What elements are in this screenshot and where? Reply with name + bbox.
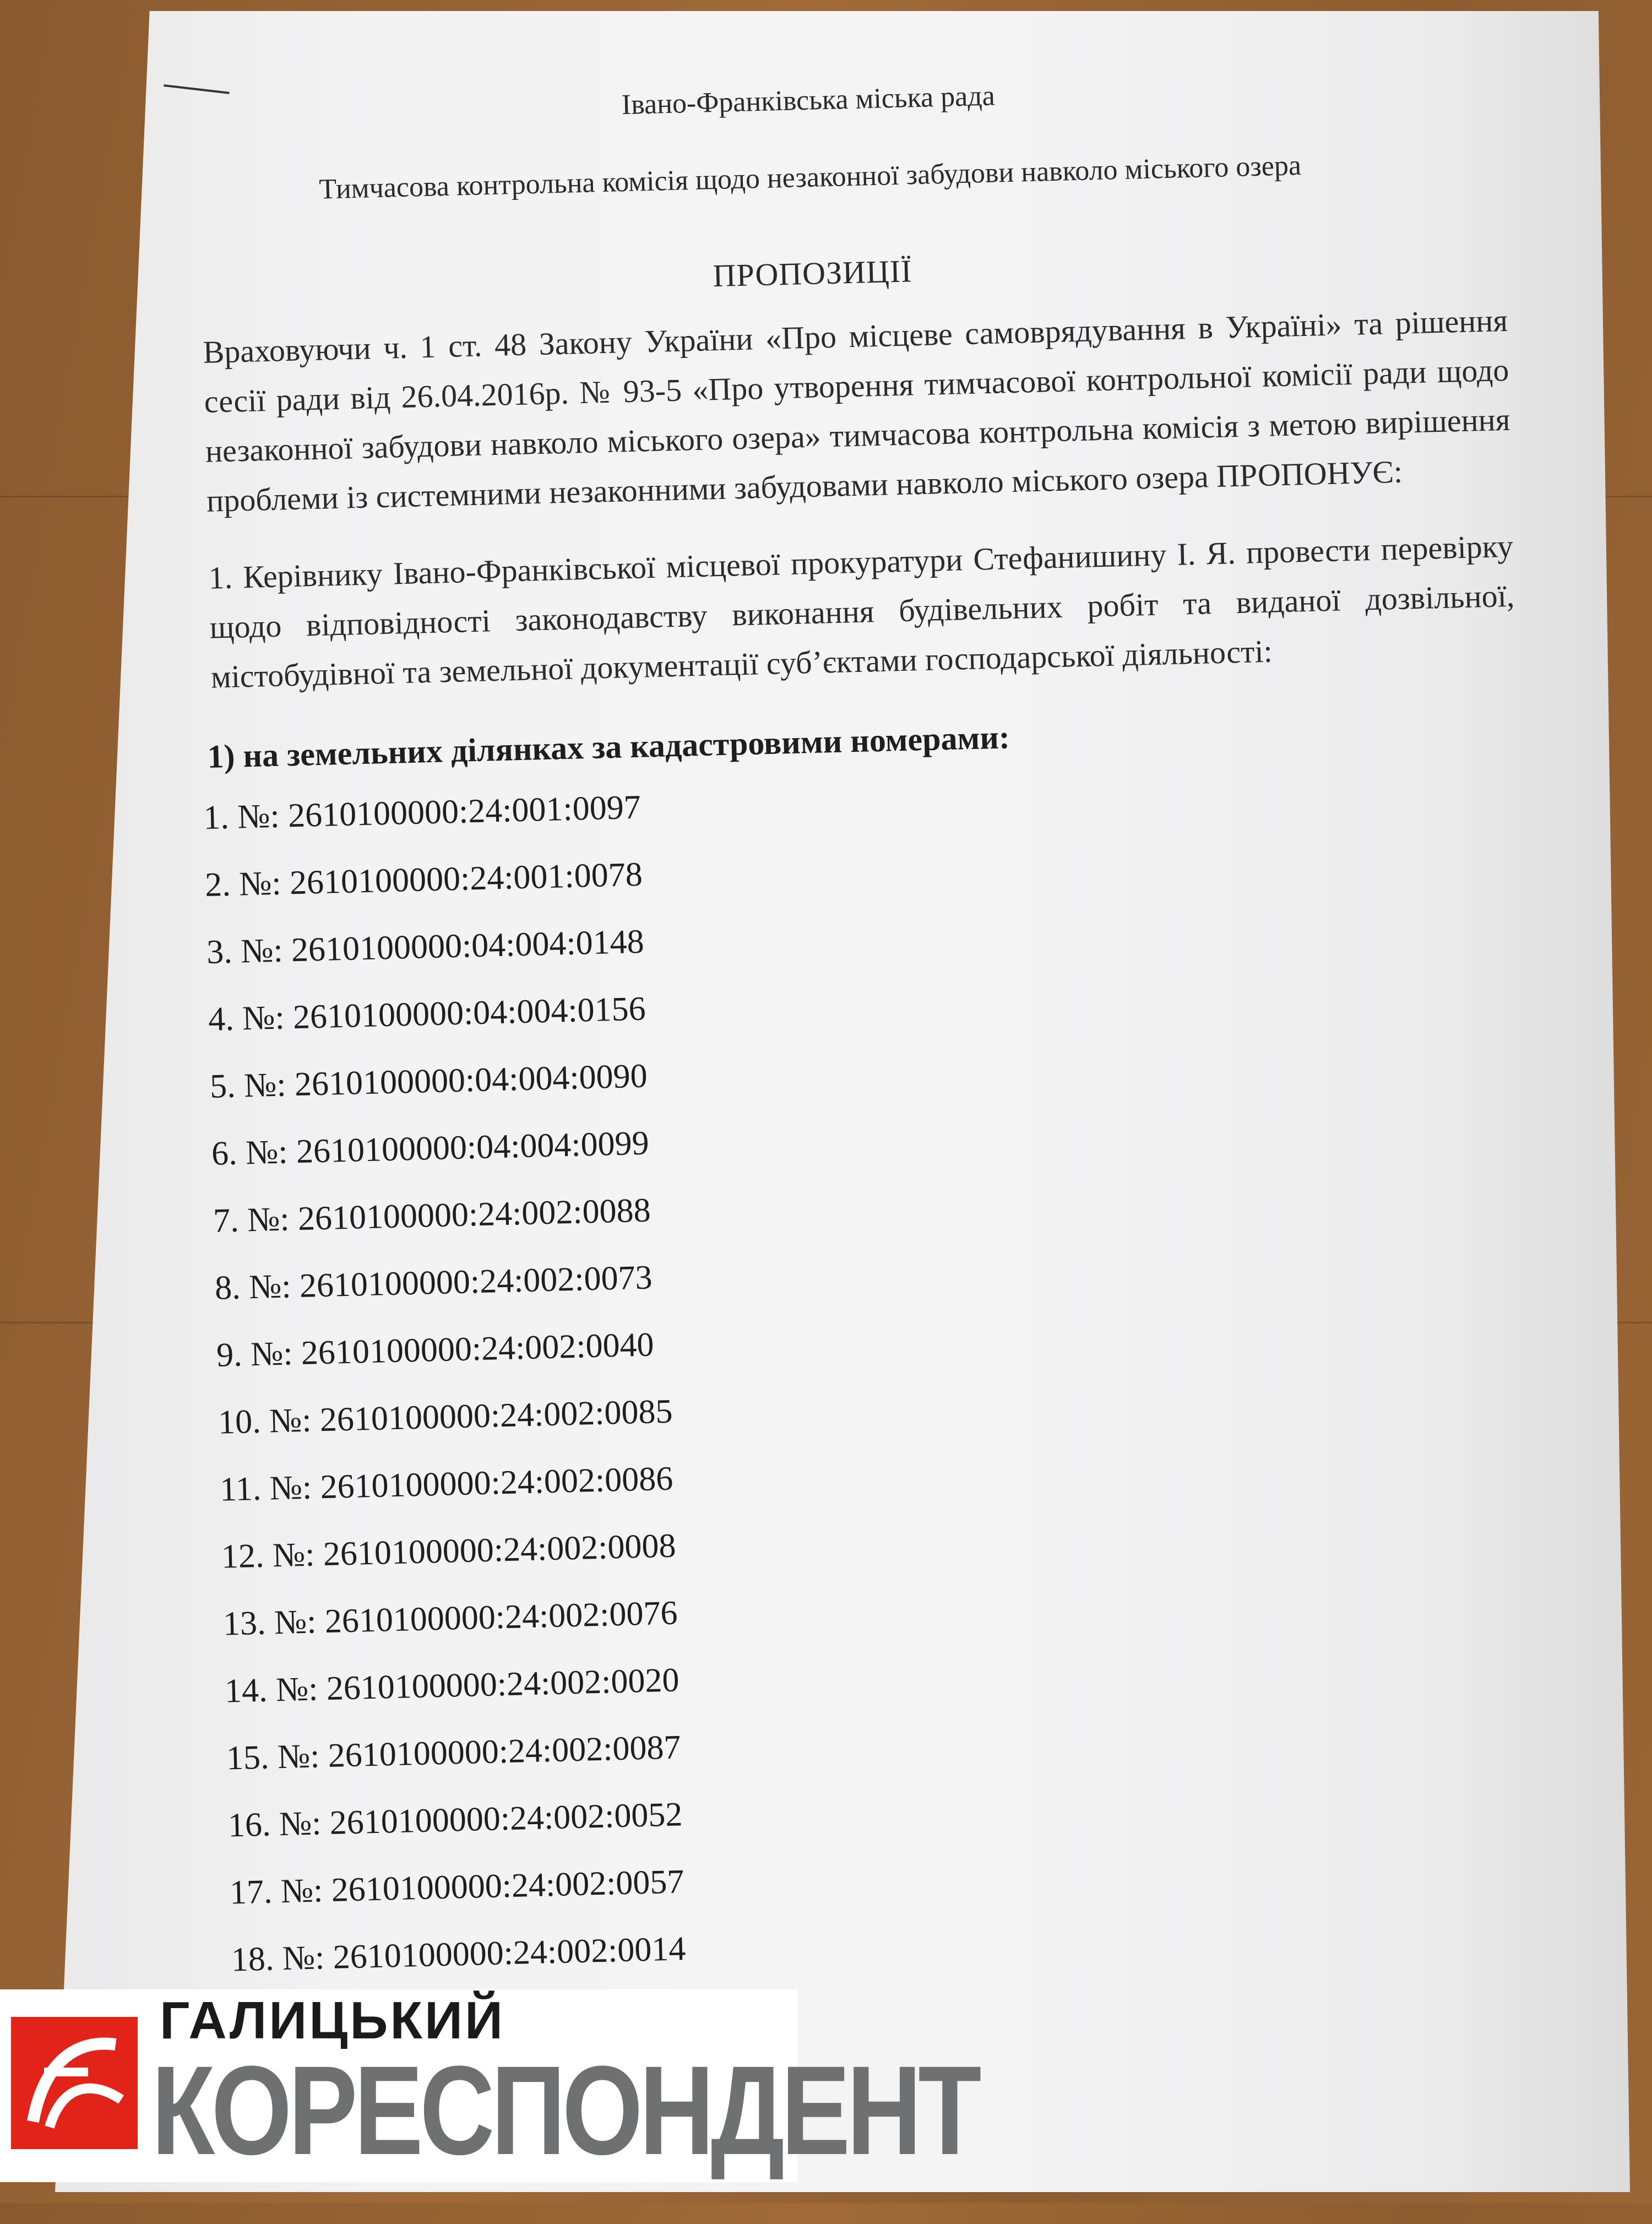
commission-name: Тимчасова контрольна комісія щодо незаконної забудови навколо міського озера (318, 150, 1302, 205)
logo-mark-icon (11, 2017, 138, 2149)
logo-top-text: ГАЛИЦЬКИЙ (160, 1991, 505, 2050)
cadastral-item: 1. №: 2610100000:24:001:0097 (203, 788, 642, 837)
cadastral-list (203, 788, 687, 2008)
cadastral-item: 9. №: 2610100000:24:002:0040 (216, 1326, 655, 1374)
point-1-paragraph: 1. Керівнику Івано-Франківської місцевої прокуратури Стефанишину І. Я. провести перевірку щодо відповідності законодавству виконання будівельних робіт та виданої дозвільної, містобудівної та земельної документації суб’єктами господарської діяльності: (208, 528, 1515, 695)
cadastral-item: 15. №: 2610100000:24:002:0087 (226, 1728, 682, 1777)
cadastral-item: 3. №: 2610100000:04:004:0148 (206, 923, 645, 971)
cadastral-item: 17. №: 2610100000:24:002:0057 (229, 1863, 685, 1912)
cadastral-item: 6. №: 2610100000:04:004:0099 (211, 1124, 650, 1173)
document-title: ПРОПОЗИЦІЇ (712, 253, 913, 294)
intro-paragraph: Враховуючи ч. 1 ст. 48 Закону України «Про місцеве самоврядування в Україні» та рішення сесії ради від 26.04.2016р. № 93-5 «Про утворення тимчасової контрольної комісії ради щодо незаконної забудови навколо міського озера» тимчасова контрольна комісія з метою вирішення проблеми із системними незаконними забудовами навколо міського озера ПРОПОНУЄ: (202, 302, 1511, 519)
section-heading: 1) на земельних ділянках за кадастровими номерами: (206, 719, 1010, 775)
cadastral-item: 13. №: 2610100000:24:002:0076 (222, 1594, 678, 1643)
cadastral-item: 12. №: 2610100000:24:002:0008 (221, 1527, 677, 1576)
cadastral-item: 14. №: 2610100000:24:002:0020 (224, 1661, 680, 1710)
cadastral-item: 2. №: 2610100000:24:001:0078 (204, 855, 643, 904)
cadastral-item: 11. №: 2610100000:24:002:0086 (219, 1460, 673, 1509)
cadastral-item: 7. №: 2610100000:24:002:0088 (213, 1191, 651, 1240)
cadastral-item: 10. №: 2610100000:24:002:0085 (218, 1392, 673, 1441)
organization-name: Івано-Франківська міська рада (621, 80, 996, 121)
cadastral-item: 18. №: 2610100000:24:002:0014 (231, 1930, 687, 1979)
cadastral-item: 16. №: 2610100000:24:002:0052 (227, 1796, 683, 1845)
watermark-logo (0, 1989, 978, 2182)
logo-main-text: КОРЕСПОНДЕНТ (151, 2039, 978, 2181)
cadastral-item: 5. №: 2610100000:04:004:0090 (209, 1057, 648, 1105)
cadastral-item: 8. №: 2610100000:24:002:0073 (214, 1259, 653, 1307)
pen-mark (164, 84, 230, 94)
cadastral-item: 4. №: 2610100000:04:004:0156 (208, 990, 646, 1038)
